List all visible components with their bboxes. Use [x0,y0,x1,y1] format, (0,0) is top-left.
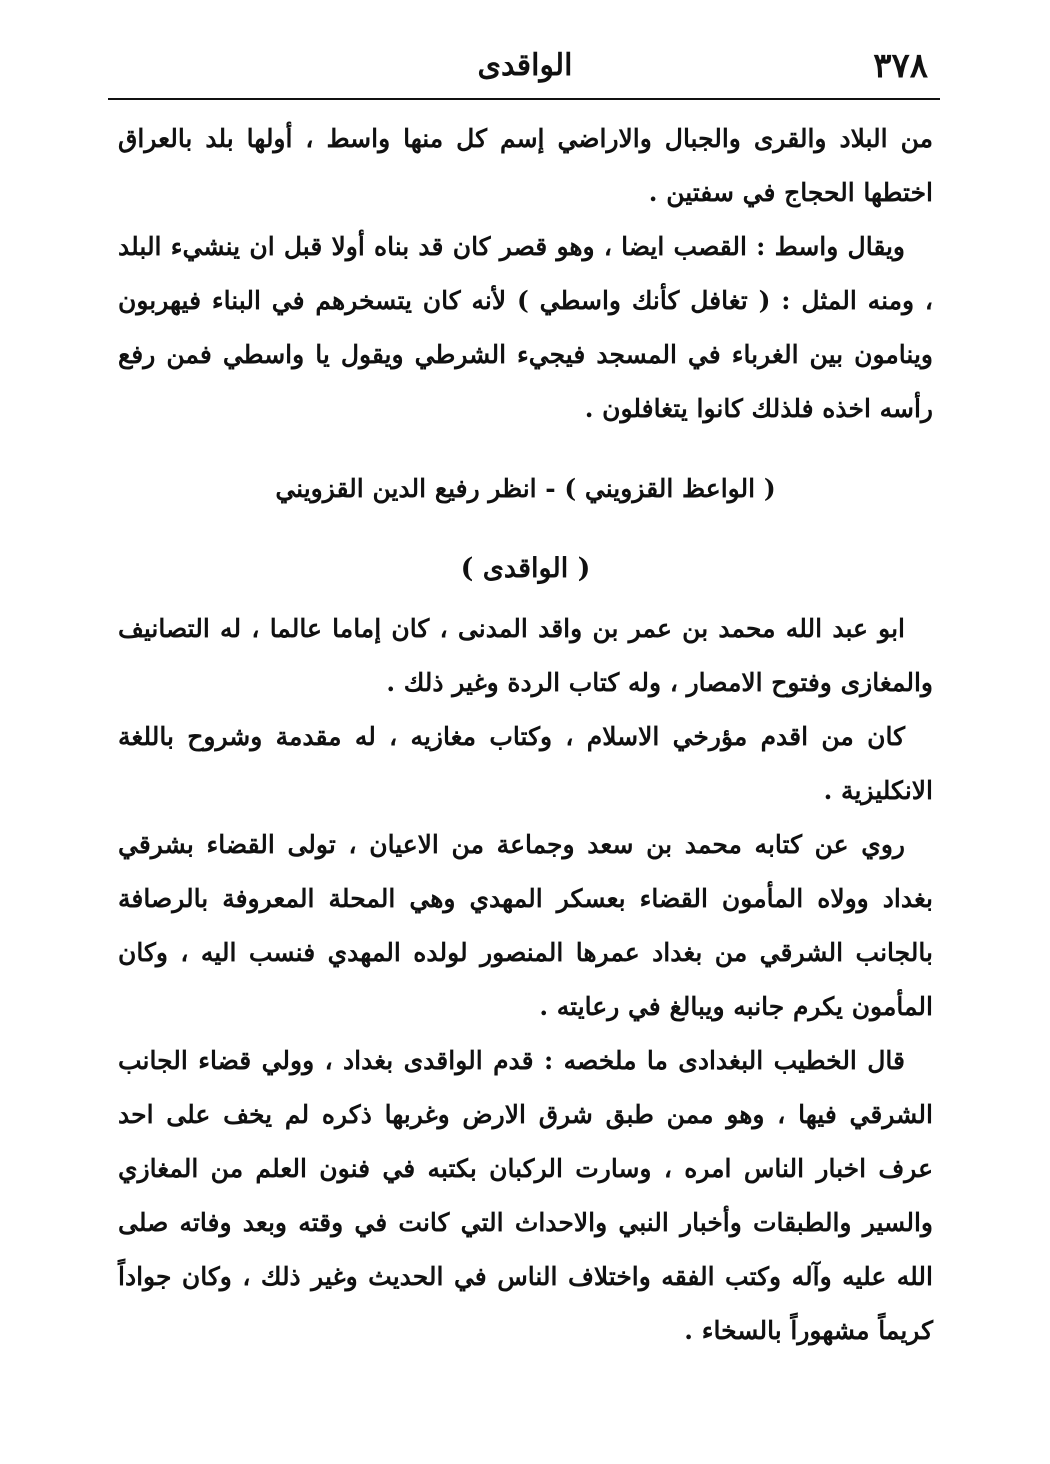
entry-paragraph: قال الخطيب البغدادى ما ملخصه : قدم الواقدى بغداد ، وولي قضاء الجانب الشرقي فيها ، وهو ممن طبق شرق الارض وغربها ذكره لم يخف على احد عرف اخبار الناس امره ، وسارت الركبان بكتبه في فنون العلم من المغازي والسير والطبقات وأخبار النبي والاحداث التي كانت في وقته وبعد وفاته صلى الله عليه وآله وكتب الفقه واختلاف الناس في الحديث وغير ذلك ، وكان جواداً كريماً مشهوراً بالسخاء . [118,1046,933,1345]
body-text [118,112,933,1358]
page-number: ٣٧٨ [873,46,928,86]
entry-paragraph: روي عن كتابه محمد بن سعد وجماعة من الاعيان ، تولى القضاء بشرقي بغداد وولاه المأمون القضاء بعسكر المهدي وهي المحلة المعروفة بالرصافة بالجانب الشرقي من بغداد عمرها المنصور لولده المهدي فنسب اليه ، وكان المأمون يكرم جانبه ويبالغ في رعايته . [118,830,933,1021]
cross-reference: ( الواعظ القزويني ) - انظر رفيع الدين القزويني [275,474,776,503]
paragraph-wasit-proverb: ويقال واسط : القصب ايضا ، وهو قصر كان قد بناه أولا قبل ان ينشيء البلد ، ومنه المثل : ( تغافل كأنك واسطي ) لأنه كان يتسخرهم في البناء فيهربون وينامون بين الغرباء في المسجد فيجيء الشرطي ويقول يا واسطي فمن رفع رأسه اخذه فلذلك كانوا يتغافلون . [118,232,933,423]
running-title: الواقدى [477,48,573,83]
entry-paragraph: ابو عبد الله محمد بن عمر بن واقد المدنى ، كان إماما عالما ، له التصانيف والمغازى وفتوح الامصار ، وله كتاب الردة وغير ذلك . [118,614,933,697]
running-header [110,44,940,96]
header-rule [108,98,940,100]
entry-title: ( الواقدى ) [460,553,591,584]
entry-paragraph: كان من اقدم مؤرخي الاسلام ، وكتاب مغازيه ، له مقدمة وشروح باللغة الانكليزية . [118,722,933,805]
paragraph-wasit-intro: من البلاد والقرى والجبال والاراضي إسم كل منها واسط ، أولها بلد بالعراق اختطها الحجاج في سفتين . [118,124,933,207]
